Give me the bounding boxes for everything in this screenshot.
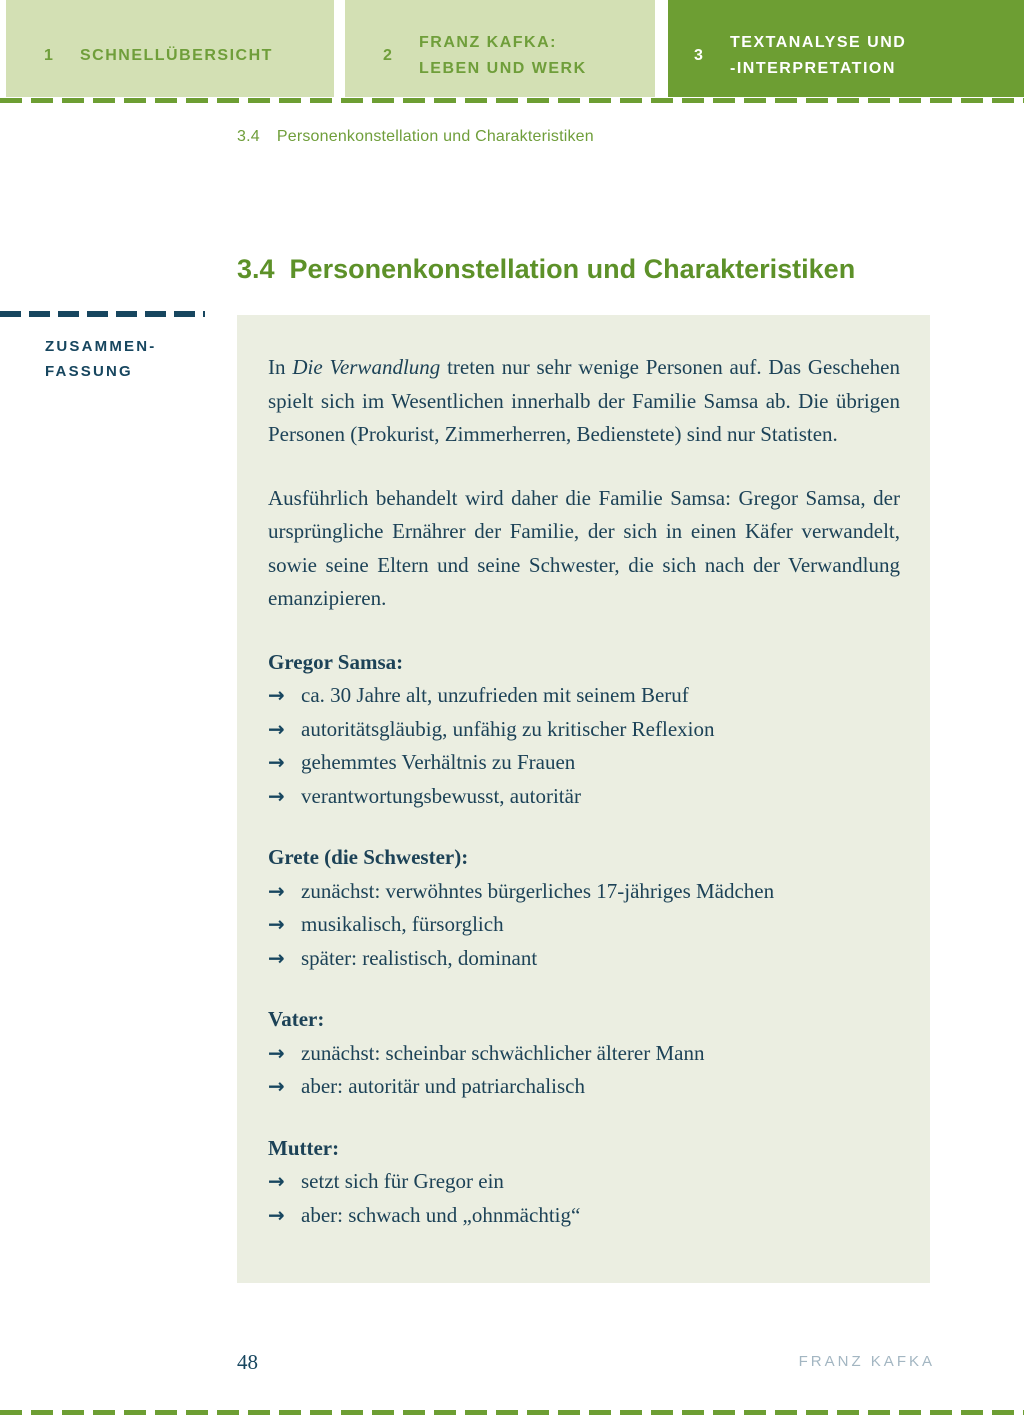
page-number: 48 xyxy=(237,1350,258,1374)
list-item: → aber: schwach und „ohnmächtig“ xyxy=(268,1199,900,1233)
tab-number: 3 xyxy=(694,46,705,64)
tab-label: TEXTANALYSE UND -INTERPRETATION xyxy=(730,33,907,77)
margin-label-zusammenfassung: ZUSAMMEN- FASSUNG xyxy=(45,338,157,380)
summary-paragraph-1: In Die Verwandlung treten nur sehr wenige Personen auf. Das Geschehen spielt sich im Wesentlichen innerhalb der Familie Samsa ab. Die übrigen Personen (Prokurist, Zimmerherren, Bedienstete) sind nur Statisten. xyxy=(268,355,900,446)
character-heading: Gregor Samsa: xyxy=(268,649,404,674)
breadcrumb xyxy=(237,128,594,146)
tab-schnelluebersicht[interactable] xyxy=(6,0,334,97)
breadcrumb-text: Personenkonstellation und Charakteristiken xyxy=(276,128,594,145)
list-item: → setzt sich für Gregor ein xyxy=(268,1165,900,1199)
arrow-bullet-icon: → xyxy=(268,683,285,707)
arrow-bullet-icon: → xyxy=(268,716,285,741)
character-heading: Mutter: xyxy=(268,1135,340,1160)
list-item: → autoritätsgläubig, unfähig zu kritischer Reflexion xyxy=(268,713,900,747)
work-title-italic: Die Verwandlung xyxy=(292,355,441,379)
tab-number: 1 xyxy=(44,46,55,64)
summary-paragraph-2: Ausführlich behandelt wird daher die Familie Samsa: Gregor Samsa, der ursprüngliche Ernährer der Familie, der sich in einen Käfer verwandelt, sowie seine Eltern und seine Schwester, die sich nach der Verwandlung emanzipieren. xyxy=(268,485,900,610)
list-item: → später: realistisch, dominant xyxy=(268,942,900,976)
tab-label: SCHNELLÜBERSICHT xyxy=(80,46,273,64)
list-item: → aber: autoritär und patriarchalisch xyxy=(268,1070,900,1104)
list-item: → verantwortungsbewusst, autoritär xyxy=(268,780,900,814)
character-section-grete xyxy=(268,841,900,975)
arrow-bullet-icon: → xyxy=(268,912,285,936)
footer-brand: FRANZ KAFKA xyxy=(798,1353,935,1370)
list-item: → ca. 30 Jahre alt, unzufrieden mit seinem Beruf xyxy=(268,679,900,713)
breadcrumb-number: 3.4 xyxy=(237,128,260,145)
sidebar-dashed-divider xyxy=(0,311,205,317)
tab-number: 2 xyxy=(383,46,394,64)
tab-franz-kafka-leben-und-werk[interactable] xyxy=(345,0,655,97)
character-section-gregor xyxy=(268,646,900,814)
character-heading: Vater: xyxy=(268,1007,325,1031)
page-title-text: Personenkonstellation und Charakteristiken xyxy=(289,254,856,284)
arrow-bullet-icon: → xyxy=(268,783,285,808)
footer-dashed-divider xyxy=(0,1410,1024,1415)
list-item: → zunächst: verwöhntes bürgerliches 17-jähriges Mädchen xyxy=(268,875,900,909)
arrow-bullet-icon: → xyxy=(268,878,285,903)
summary-box xyxy=(237,315,930,1283)
list-item: → musikalisch, fürsorglich xyxy=(268,908,900,942)
character-heading: Grete (die Schwester): xyxy=(268,845,469,869)
arrow-bullet-icon: → xyxy=(268,1169,285,1193)
arrow-bullet-icon: → xyxy=(268,1202,285,1227)
header-dashed-divider xyxy=(0,98,1024,103)
character-section-mutter xyxy=(268,1132,900,1233)
arrow-bullet-icon: → xyxy=(268,945,285,970)
list-item: → gehemmtes Verhältnis zu Frauen xyxy=(268,746,900,780)
page-title-number: 3.4 xyxy=(237,254,275,284)
arrow-bullet-icon: → xyxy=(268,1074,285,1098)
tab-label: FRANZ KAFKA: LEBEN UND WERK xyxy=(419,33,587,77)
tab-textanalyse-und-interpretation-active[interactable] xyxy=(668,0,1024,97)
arrow-bullet-icon: → xyxy=(268,1040,285,1065)
page-title xyxy=(237,254,855,285)
arrow-bullet-icon: → xyxy=(268,750,285,774)
list-item: → zunächst: scheinbar schwächlicher älterer Mann xyxy=(268,1037,900,1071)
character-section-vater xyxy=(268,1003,900,1104)
